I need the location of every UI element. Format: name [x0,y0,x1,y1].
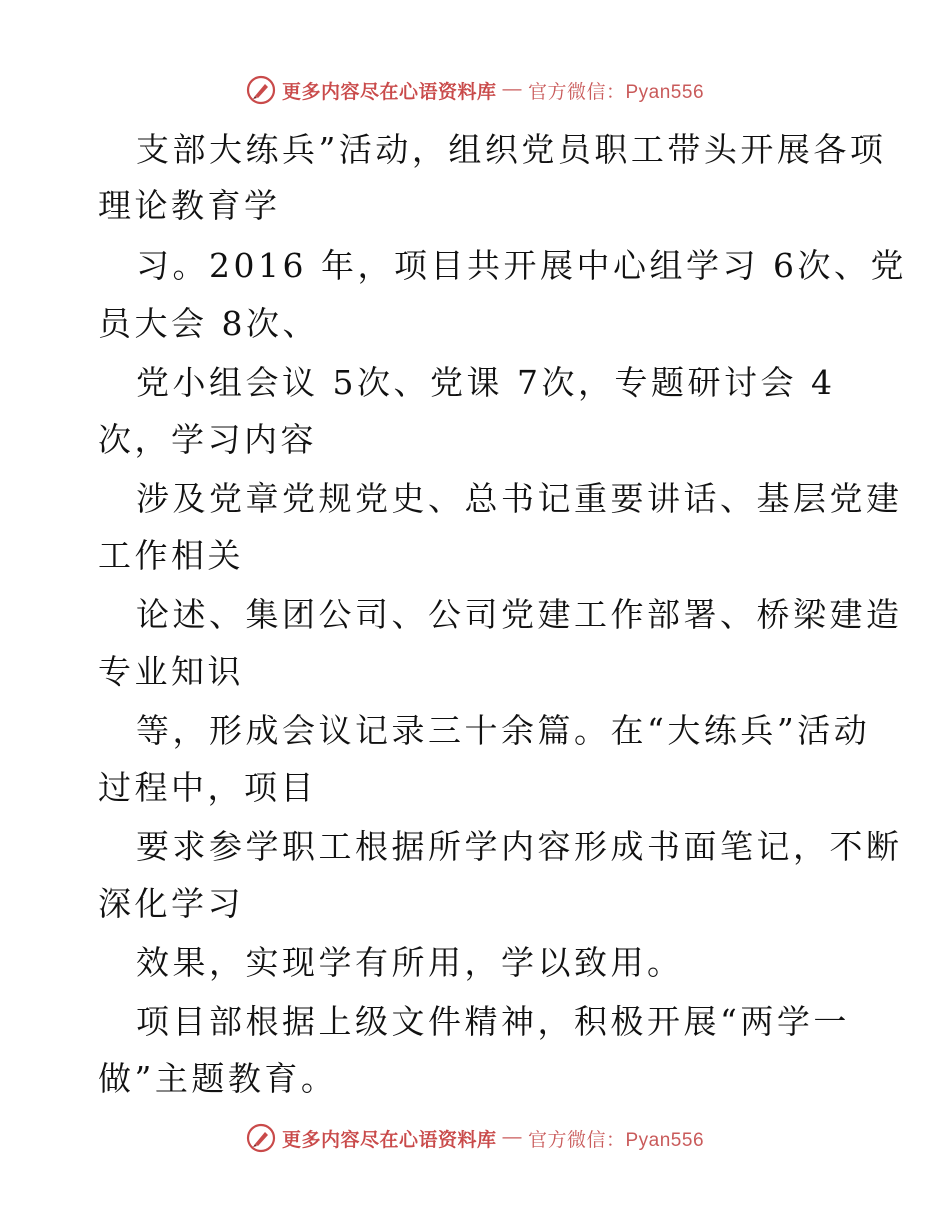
header-contact-text: 官方微信：Pyan556 [528,81,705,103]
header-separator: — [502,79,522,100]
paragraph-line: 支部大练兵”活动，组织党员职工带头开展各项 [136,130,887,169]
page-footer [0,1120,950,1156]
pen-nib-logo-icon [246,1123,276,1153]
paragraph-line: 次，学习内容 [98,420,317,459]
paragraph-line: 等，形成会议记录三十余篇。在“大练兵”活动 [136,711,871,750]
paragraph-line: 工作相关 [98,536,244,575]
footer-brand-text: 更多内容尽在心语资料库 [281,1128,497,1151]
paragraph-line: 深化学习 [98,884,244,923]
paragraph-line: 员大会 8次、 [98,304,319,343]
paragraph-line: 做”主题教育。 [98,1059,338,1098]
header-brand-text: 更多内容尽在心语资料库 [281,80,497,103]
paragraph-line: 要求参学职工根据所学内容形成书面笔记，不断 [136,827,903,866]
footer-contact-text: 官方微信：Pyan556 [528,1129,705,1151]
pen-nib-logo-icon [246,75,276,105]
paragraph-line: 项目部根据上级文件精神，积极开展“两学一 [136,1002,850,1041]
paragraph-line: 涉及党章党规党史、总书记重要讲话、基层党建 [136,479,903,518]
paragraph-line: 过程中，项目 [98,768,317,807]
paragraph-line: 理论教育学 [98,186,281,225]
paragraph-line: 党小组会议 5次、党课 7次，专题研讨会 4 [136,363,836,402]
paragraph-line: 习。2016 年，项目共开展中心组学习 6次、党 [136,246,907,285]
page-header [0,72,950,108]
paragraph-line: 专业知识 [98,652,244,691]
footer-separator: — [502,1127,522,1148]
paragraph-line: 论述、集团公司、公司党建工作部署、桥梁建造 [136,595,903,634]
paragraph-line: 效果，实现学有所用，学以致用。 [136,943,684,982]
